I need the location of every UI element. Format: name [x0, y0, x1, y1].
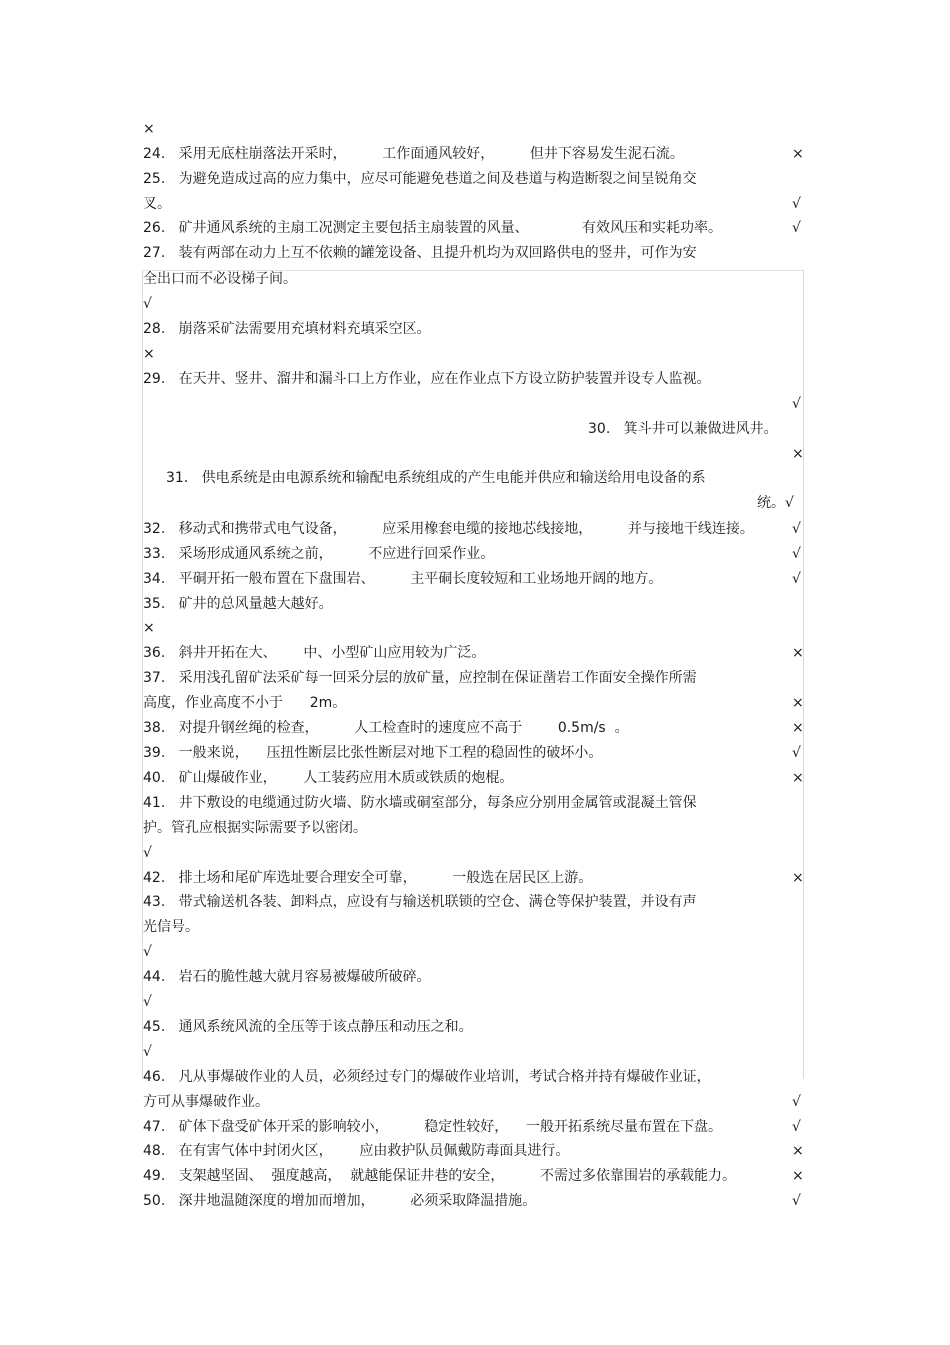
answer-mark: √ — [792, 1193, 801, 1209]
text-line: 32. 移动式和携带式电气设备， 应采用橡套电缆的接地芯线接地， 并与接地干线连接。 — [143, 521, 754, 537]
text-line: 高度，作业高度不小于 2m。 — [143, 695, 347, 711]
answer-mark: × — [792, 695, 804, 711]
text-line: √ — [143, 845, 152, 861]
text-line: √ — [143, 296, 152, 312]
answer-mark: √ — [792, 1094, 801, 1110]
text-line: 全出口而不必设梯子间。 — [143, 271, 297, 287]
answer-mark: √ — [792, 745, 801, 761]
answer-mark: × — [792, 1168, 804, 1184]
text-line: 28. 崩落采矿法需要用充填材料充填采空区。 — [143, 321, 431, 337]
text-line: 44. 岩石的脆性越大就月容易被爆破所破碎。 — [143, 969, 431, 985]
answer-mark: √ — [792, 546, 801, 562]
text-line: 37. 采用浅孔留矿法采矿每一回采分层的放矿量，应控制在保证凿岩工作面安全操作所需 — [143, 670, 697, 686]
text-line: 46. 凡从事爆破作业的人员，必须经过专门的爆破作业培训，考试合格并持有爆破作业证， — [143, 1069, 711, 1085]
answer-mark: √ — [792, 196, 801, 212]
text-line: √ — [143, 994, 152, 1010]
text-line: 方可从事爆破作业。 — [143, 1094, 269, 1110]
text-line: 43. 带式输送机各装、卸料点，应设有与输送机联锁的空仓、满仓等保护装置，并设有声 — [143, 894, 697, 910]
text-line: 30. 箕斗井可以兼做进风井。 — [588, 421, 778, 437]
text-line: 27. 装有两部在动力上互不依赖的罐笼设备、且提升机均为双回路供电的竖井，可作为安 — [143, 245, 697, 261]
text-line: 31. 供电系统是由电源系统和输配电系统组成的产生电能并供应和输送给用电设备的系 — [166, 470, 706, 486]
text-line: 29. 在天井、竖井、溜井和漏斗口上方作业，应在作业点下方设立防护装置并设专人监视。 — [143, 371, 711, 387]
answer-mark: × — [792, 1143, 804, 1159]
text-line: √ — [143, 944, 152, 960]
answer-mark: × — [792, 645, 804, 661]
answer-mark: × — [792, 770, 804, 786]
text-line: √ — [143, 1044, 152, 1060]
answer-mark: √ — [792, 571, 801, 587]
text-line: 34. 平硐开拓一般布置在下盘围岩、 主平硐长度较短和工业场地开阔的地方。 — [143, 571, 663, 587]
text-line: 25. 为避免造成过高的应力集中，应尽可能避免巷道之间及巷道与构造断裂之间呈锐角交 — [143, 171, 697, 187]
text-line: × — [792, 446, 804, 462]
text-line: 38. 对提升钢丝绳的检查， 人工检查时的速度应不高于 0.5m/s 。 — [143, 720, 629, 736]
text-line: × — [143, 121, 155, 137]
text-line: 50. 深井地温随深度的增加而增加， 必须采取降温措施。 — [143, 1193, 537, 1209]
text-line: 45. 通风系统风流的全压等于该点静压和动压之和。 — [143, 1019, 473, 1035]
text-line: 叉。 — [143, 196, 171, 212]
text-line: √ — [792, 396, 801, 412]
text-line: 49. 支架越坚固、 强度越高， 就越能保证井巷的安全， 不需过多依靠围岩的承载能力。 — [143, 1168, 737, 1184]
text-line: 47. 矿体下盘受矿体开采的影响较小， 稳定性较好， 一般开拓系统尽量布置在下盘。 — [143, 1119, 723, 1135]
text-line: × — [143, 346, 155, 362]
text-line: 36. 斜井开拓在大、 中、小型矿山应用较为广泛。 — [143, 645, 486, 661]
text-line: 41. 井下敷设的电缆通过防火墙、防水墙或硐室部分，每条应分别用金属管或混凝土管保 — [143, 795, 697, 811]
text-line: 统。√ — [757, 495, 794, 511]
answer-mark: × — [792, 870, 804, 886]
text-line: 光信号。 — [143, 919, 199, 935]
answer-mark: √ — [792, 521, 801, 537]
text-line: 39. 一般来说， 压扭性断层比张性断层对地下工程的稳固性的破坏小。 — [143, 745, 603, 761]
text-line: 24. 采用无底柱崩落法开采时， 工作面通风较好， 但井下容易发生泥石流。 — [143, 146, 684, 162]
text-line: 40. 矿山爆破作业， 人工装药应用木质或铁质的炮棍。 — [143, 770, 514, 786]
text-line: 33. 采场形成通风系统之前， 不应进行回采作业。 — [143, 546, 495, 562]
text-line: × — [143, 620, 155, 636]
text-line: 35. 矿井的总风量越大越好。 — [143, 596, 333, 612]
answer-mark: × — [792, 720, 804, 736]
answer-mark: √ — [792, 1119, 801, 1135]
answer-mark: √ — [792, 220, 801, 236]
text-line: 26. 矿井通风系统的主扇工况测定主要包括主扇装置的风量、 有效风压和实耗功率。 — [143, 220, 723, 236]
text-line: 48. 在有害气体中封闭火区， 应由救护队员佩戴防毒面具进行。 — [143, 1143, 570, 1159]
text-line: 护。管孔应根据实际需要予以密闭。 — [143, 820, 367, 836]
text-line: 42. 排土场和尾矿库选址要合理安全可靠， 一般选在居民区上游。 — [143, 870, 593, 886]
answer-mark: × — [792, 146, 804, 162]
